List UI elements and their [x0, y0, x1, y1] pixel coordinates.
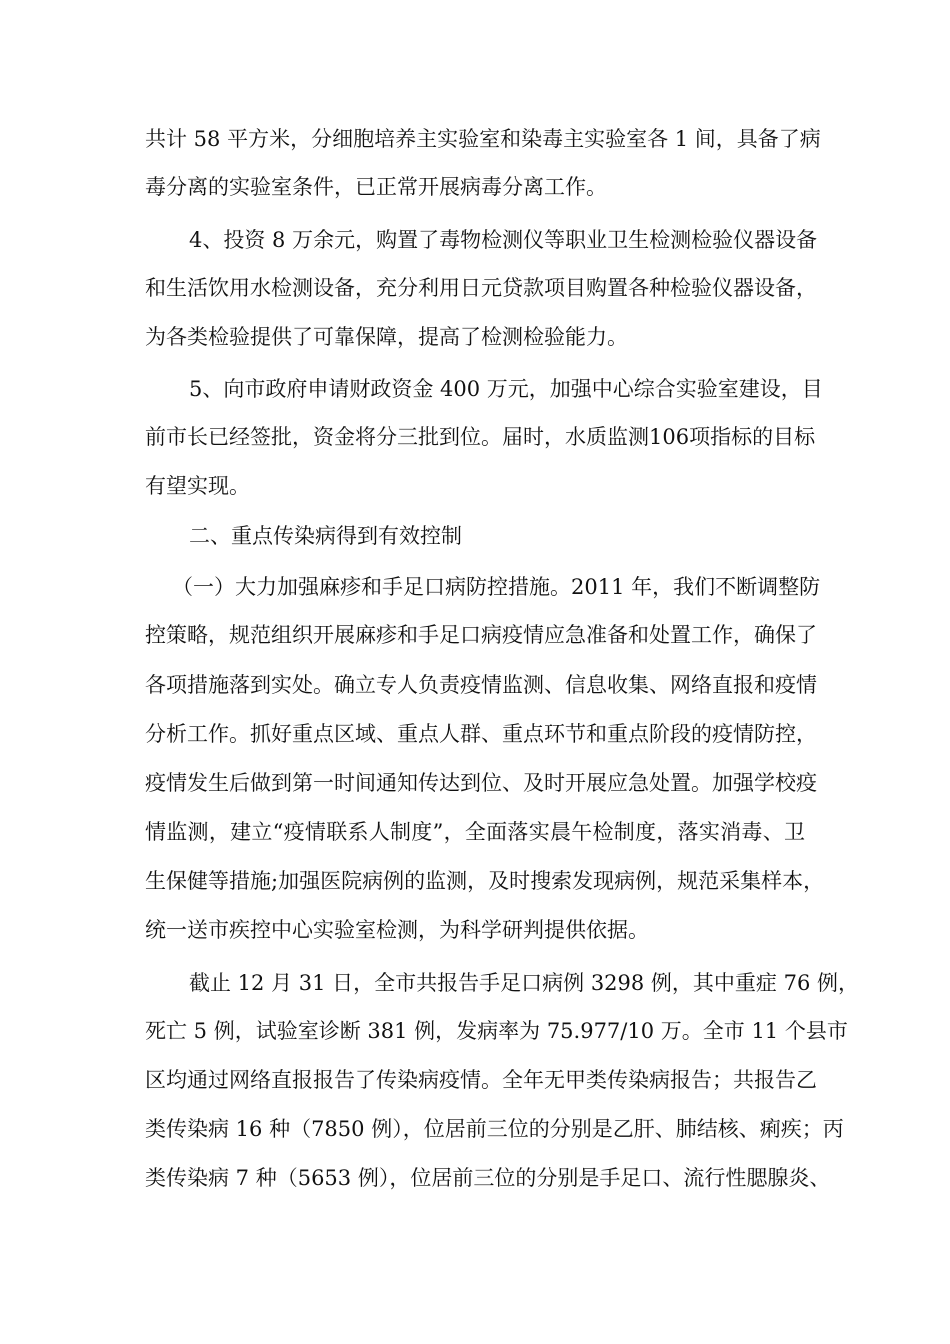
text-line: 共计 58 平方米，分细胞培养主实验室和染毒主实验室各 1 间，具备了病	[145, 127, 821, 151]
text-line: 情监测，建立“疫情联系人制度”，全面落实晨午检制度，落实消毒、卫	[145, 820, 805, 844]
text-line: （一）大力加强麻疹和手足口病防控措施。2011 年，我们不断调整防	[172, 575, 821, 599]
text-line: 4、投资 8 万余元，购置了毒物检测仪等职业卫生检测检验仪器设备	[189, 228, 818, 252]
text-line: 生保健等措施;加强医院病例的监测，及时搜索发现病例，规范采集样本，	[145, 869, 825, 893]
text-line: 类传染病 16 种（7850 例），位居前三位的分别是乙肝、肺结核、痢疾；丙	[145, 1117, 844, 1141]
text-line: 类传染病 7 种（5653 例），位居前三位的分别是手足口、流行性腮腺炎、	[145, 1166, 831, 1190]
text-line: 统一送市疾控中心实验室检测，为科学研判提供依据。	[145, 918, 649, 942]
section-heading: 二、重点传染病得到有效控制	[189, 524, 462, 548]
text-line: 有望实现。	[145, 474, 250, 498]
text-line: 死亡 5 例，试验室诊断 381 例，发病率为 75.977/10 万。全市 11 个县市	[145, 1019, 848, 1043]
text-line: 毒分离的实验室条件，已正常开展病毒分离工作。	[145, 175, 607, 199]
text-line: 截止 12 月 31 日，全市共报告手足口病例 3298 例，其中重症 76 例，	[189, 971, 860, 995]
text-line: 分析工作。抓好重点区域、重点人群、重点环节和重点阶段的疫情防控，	[145, 722, 817, 746]
text-line: 5、向市政府申请财政资金 400 万元，加强中心综合实验室建设，目	[189, 377, 823, 401]
text-line: 区均通过网络直报报告了传染病疫情。全年无甲类传染病报告；共报告乙	[145, 1068, 817, 1092]
text-line: 和生活饮用水检测设备，充分利用日元贷款项目购置各种检验仪器设备，	[145, 276, 817, 300]
text-line: 前市长已经签批，资金将分三批到位。届时，水质监测106项指标的目标	[145, 425, 816, 449]
text-line: 疫情发生后做到第一时间通知传达到位、及时开展应急处置。加强学校疫	[145, 771, 817, 795]
text-line: 控策略，规范组织开展麻疹和手足口病疫情应急准备和处置工作，确保了	[145, 623, 817, 647]
text-line: 各项措施落到实处。确立专人负责疫情监测、信息收集、网络直报和疫情	[145, 673, 817, 697]
text-line: 为各类检验提供了可靠保障，提高了检测检验能力。	[145, 325, 628, 349]
